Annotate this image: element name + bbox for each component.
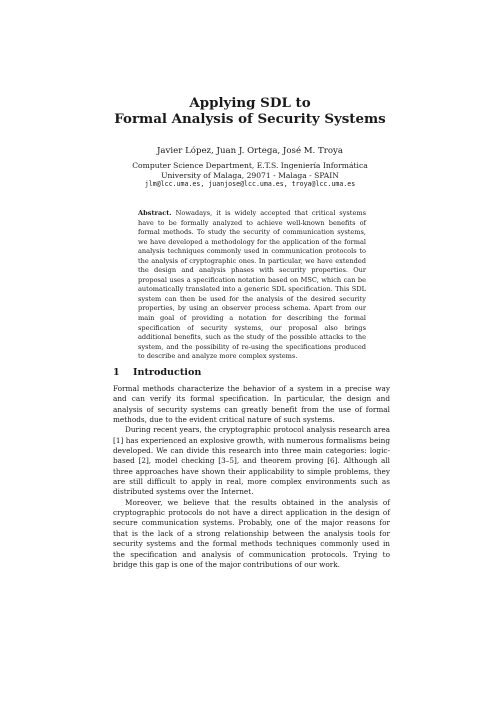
abstract-label: Abstract.	[138, 209, 172, 217]
affiliation-block	[0, 161, 500, 190]
author-emails: jlm@lcc.uma.es, juanjose@lcc.uma.es, troya@lcc.uma.es	[144, 180, 356, 188]
paragraph: Formal methods characterize the behavior of a system in a precise way and can verify its formal specification. In particular, the design and analysis of security systems can greatly benefit from the use of formal methods, due to the evident critical nature of such systems.	[113, 384, 390, 425]
paragraph: During recent years, the cryptographic protocol analysis research area [1] has experienced an explosive growth, with numerous formalisms being developed. We can divide this research into three main categories: logic-based [2], model checking [3–5], and theorem proving [6]. Although all three approaches have shown their applicability to simple problems, they are still difficult to apply in real, more complex environments such as distributed systems over the Internet.	[113, 425, 390, 497]
affiliation-university: University of Malaga, 29071 - Malaga - SPAIN	[161, 170, 339, 180]
abstract	[138, 209, 366, 362]
section-number: 1	[113, 367, 120, 378]
section-body	[113, 384, 390, 570]
paper-title-line-2: Formal Analysis of Security Systems	[114, 111, 386, 127]
paragraph: Moreover, we believe that the results obtained in the analysis of cryptographic protocols do not have a direct application in the design of secure communication systems. Probably, one of the major reasons for that is the lack of a strong relationship between the analysis tools for security systems and the formal methods techniques commonly used in the specification and analysis of communication protocols. Trying to bridge this gap is one of the major contributions of our work.	[113, 497, 390, 569]
author-list: Javier López, Juan J. Ortega, José M. Troya	[156, 146, 344, 156]
abstract-text: Nowadays, it is widely accepted that critical systems have to be formally analyzed to achieve well-known benefits of formal methods. To study the security of communication systems, we have developed a methodology for the application of the formal analysis techniques commonly used in communication protocols to the analysis of cryptographic ones. In particular, we have extended the design and analysis phases with security properties. Our proposal uses a specification notation based on MSC, which can be automatically translated into a generic SDL specification. This SDL system can then be used for the analysis of the desired security properties, by using an observer process schema. Apart from our main goal of providing a notation for describing the formal specification of security systems, our proposal also brings additional benefits, such as the study of the possible attacks to the system, and the possibility of re-using the specifications produced to describe and analyze more complex systems.	[138, 209, 366, 361]
paper-title-line-1: Applying SDL to	[189, 95, 311, 111]
section-heading	[113, 367, 201, 379]
affiliation-department: Computer Science Department, E.T.S. Ingeniería Informática	[132, 161, 368, 170]
section-title: Introduction	[133, 367, 202, 378]
